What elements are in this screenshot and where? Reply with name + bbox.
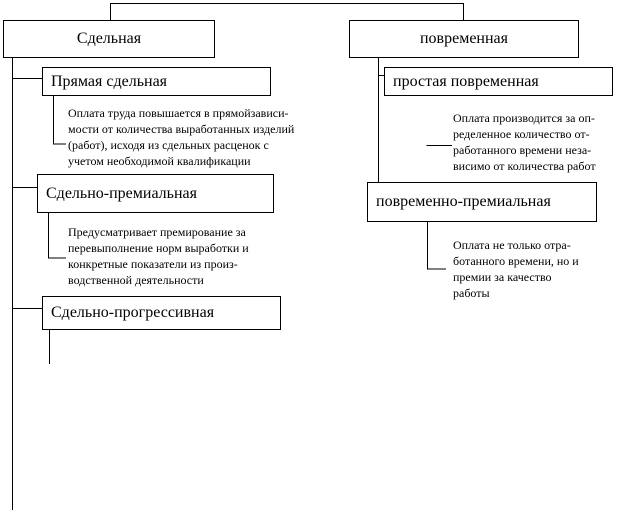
box-sdelno-premialnaya	[37, 174, 274, 213]
connector-desc-1	[54, 96, 67, 144]
desc-prostaya-povremennaya	[453, 110, 623, 174]
desc-pryamaya-sdelnaya	[68, 105, 320, 169]
box-povremenno-premialnaya-label: повременно-премиальная	[376, 193, 551, 210]
box-povremenno-premialnaya	[367, 182, 597, 222]
desc-line: учетом необходимой квалификации	[68, 154, 251, 168]
desc-line: перевыполнение норм выработки и	[68, 241, 249, 255]
desc-line: ределенное количество от-	[453, 127, 590, 141]
desc-line: ботанного времени, но и	[453, 254, 579, 268]
desc-line: Оплата не только отра-	[453, 238, 571, 252]
desc-line: премии за качество	[453, 270, 552, 284]
box-pryamaya-sdelnaya-label: Прямая сдельная	[51, 72, 168, 90]
box-prostaya-povremennaya	[384, 67, 613, 96]
desc-line: (работ), исходя из сдельных расценок с	[68, 138, 269, 152]
box-povremennaya	[349, 20, 579, 58]
box-sdelnaya	[3, 20, 215, 58]
desc-line: Оплата труда повышается в прямойзависи-	[68, 106, 289, 120]
desc-povremenno-premialnaya	[453, 237, 613, 301]
box-povremennaya-label: повременная	[419, 30, 509, 47]
desc-sdelno-premialnaya	[68, 224, 288, 288]
desc-line: работы	[453, 286, 490, 300]
desc-line: водственной деятельности	[68, 273, 204, 287]
top-bracket-line	[111, 4, 464, 21]
desc-line: висимо от количества работ	[453, 159, 596, 173]
desc-line: конкретные показатели из произ-	[68, 257, 238, 271]
box-sdelnaya-label: Сдельная	[76, 30, 142, 47]
connector-desc-5	[428, 222, 447, 269]
box-sdelno-progressivnaya	[42, 296, 281, 330]
desc-line: Оплата производится за оп-	[453, 111, 595, 125]
box-pryamaya-sdelnaya	[42, 67, 271, 96]
box-sdelno-premialnaya-label: Сдельно-премиальная	[46, 184, 197, 202]
desc-line: работанного времени неза-	[453, 143, 592, 157]
desc-line: мости от количества выработанных изделий	[68, 122, 295, 136]
box-sdelno-progressivnaya-label: Сдельно-прогрессивная	[51, 304, 215, 321]
box-prostaya-povremennaya-label: простая повременная	[393, 72, 539, 90]
desc-line: Предусматривает премирование за	[68, 225, 246, 239]
connector-desc-2	[49, 213, 67, 258]
